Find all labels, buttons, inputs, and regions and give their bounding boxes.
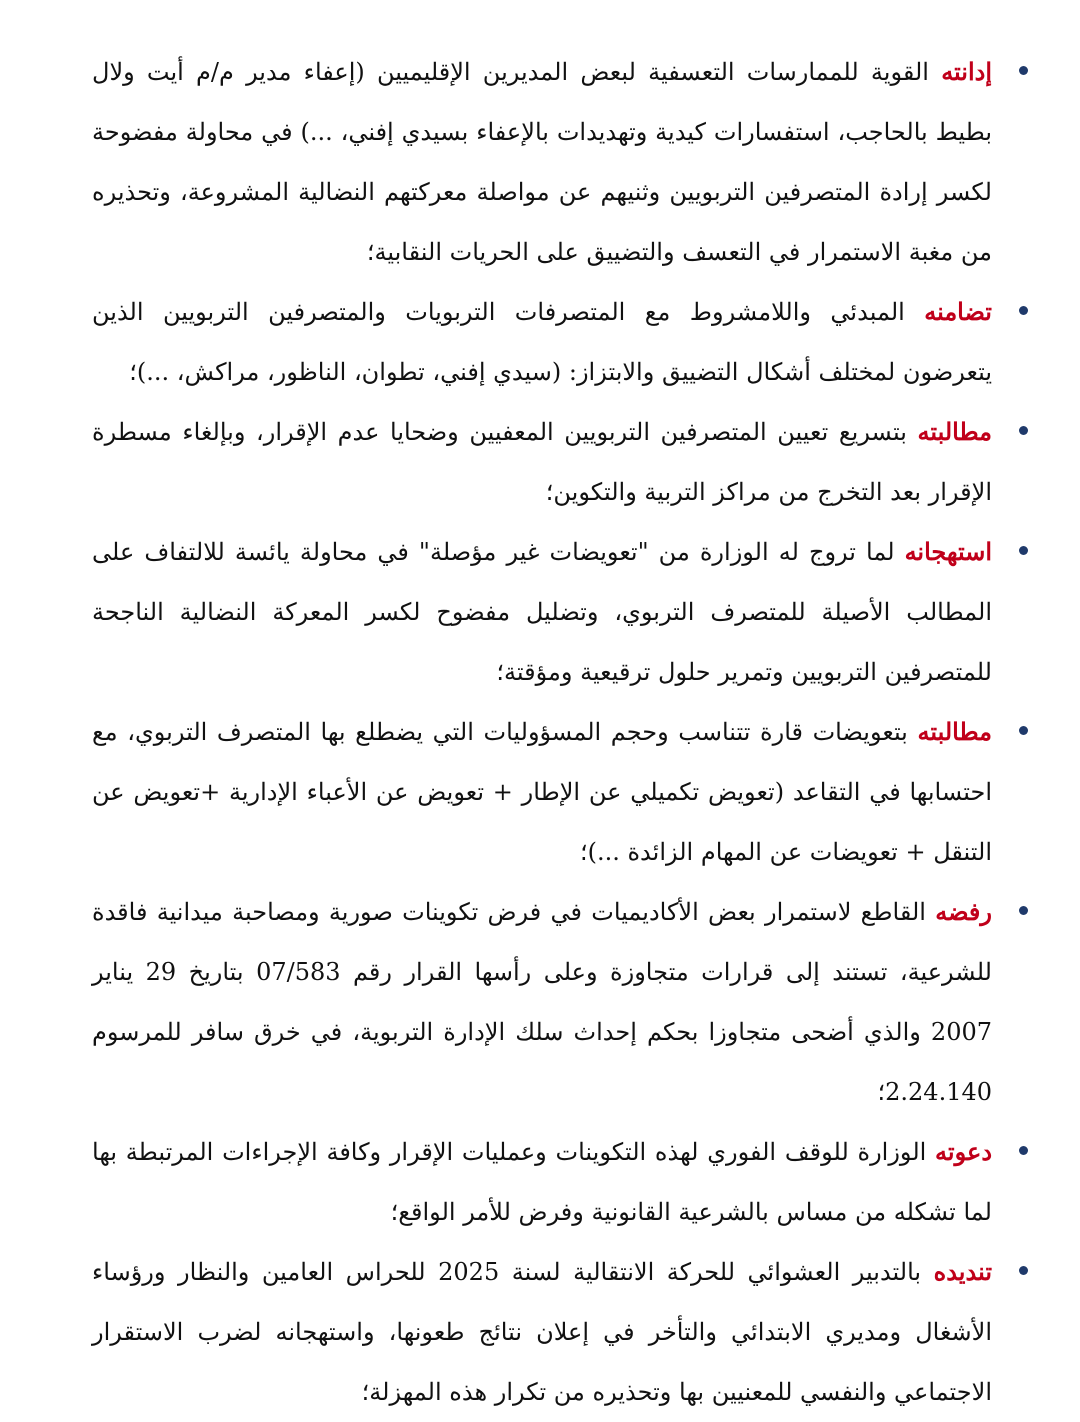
statement-list bbox=[92, 42, 992, 1422]
item-lead-word: استهجانه bbox=[904, 537, 992, 566]
list-item bbox=[92, 702, 992, 882]
item-text: بتعويضات قارة تتناسب وحجم المسؤوليات التي يضطلع بها المتصرف التربوي، مع احتسابها في التقاعد (تعويض تكميلي عن الإطار + تعويض عن الأعباء الإدارية +تعويض عن التنقل + تعويضات عن المهام الزائدة ...)؛ bbox=[92, 718, 992, 866]
bullet-icon bbox=[1019, 546, 1028, 555]
item-text: لما تروج له الوزارة من "تعويضات غير مؤصلة" في محاولة يائسة للالتفاف على المطالب الأصيلة للمتصرف التربوي، وتضليل مفضوح لكسر المعركة النضالية الناجحة للمتصرفين التربويين وتمرير حلول ترقيعية ومؤقتة؛ bbox=[92, 538, 992, 686]
item-text: الوزارة للوقف الفوري لهذه التكوينات وعمليات الإقرار وكافة الإجراءات المرتبطة بها لما تشكله من مساس بالشرعية القانونية وفرض للأمر الواقع؛ bbox=[92, 1138, 992, 1226]
document-page bbox=[92, 42, 992, 1422]
item-text: بالتدبير العشوائي للحركة الانتقالية لسنة 2025 للحراس العامين والنظار ورؤساء الأشغال ومديري الابتدائي والتأخر في إعلان نتائج طعونها، واستهجانه لضرب الاستقرار الاجتماعي والنفسي للمعنيين بها وتحذيره من تكرار هذه المهزلة؛ bbox=[92, 1258, 992, 1406]
item-text: القاطع لاستمرار بعض الأكاديميات في فرض تكوينات صورية ومصاحبة ميدانية فاقدة للشرعية، تستند إلى قرارات متجاوزة وعلى رأسها القرار رقم 07/583 بتاريخ 29 يناير 2007 والذي أضحى متجاوزا بحكم إحداث سلك الإدارة التربوية، في خرق سافر للمرسوم 2.24.140؛ bbox=[92, 898, 992, 1106]
item-text: القوية للممارسات التعسفية لبعض المديرين الإقليميين (إعفاء مدير م/م أيت ولال بطيط بالحاجب، استفسارات كيدية وتهديدات بالإعفاء بسيدي إفني، ...) في محاولة مفضوحة لكسر إرادة المتصرفين التربويين وثنيهم عن مواصلة معركتهم النضالية المشروعة، وتحذيره من مغبة الاستمرار في التعسف والتضييق على الحريات النقابية؛ bbox=[92, 58, 992, 266]
list-item bbox=[92, 42, 992, 282]
bullet-icon bbox=[1019, 1146, 1028, 1155]
bullet-icon bbox=[1019, 1266, 1028, 1275]
list-item bbox=[92, 402, 992, 522]
item-lead-word: تنديده bbox=[933, 1257, 992, 1286]
bullet-icon bbox=[1019, 306, 1028, 315]
bullet-icon bbox=[1019, 906, 1028, 915]
list-item bbox=[92, 1122, 992, 1242]
bullet-icon bbox=[1019, 426, 1028, 435]
bullet-icon bbox=[1019, 726, 1028, 735]
item-lead-word: دعوته bbox=[935, 1137, 992, 1166]
item-text: المبدئي واللامشروط مع المتصرفات التربويات والمتصرفين التربويين الذين يتعرضون لمختلف أشكال التضييق والابتزاز: (سيدي إفني، تطوان، الناظور، مراكش، ...)؛ bbox=[92, 298, 992, 386]
list-item bbox=[92, 882, 992, 1122]
list-item bbox=[92, 1242, 992, 1422]
item-lead-word: مطالبته bbox=[917, 717, 992, 746]
list-item bbox=[92, 522, 992, 702]
item-text: بتسريع تعيين المتصرفين التربويين المعفيين وضحايا عدم الإقرار، وبإلغاء مسطرة الإقرار بعد التخرج من مراكز التربية والتكوين؛ bbox=[92, 418, 992, 506]
bullet-icon bbox=[1019, 66, 1028, 75]
item-lead-word: رفضه bbox=[935, 897, 992, 926]
item-lead-word: مطالبته bbox=[917, 417, 992, 446]
item-lead-word: إدانته bbox=[941, 57, 992, 86]
item-lead-word: تضامنه bbox=[924, 297, 992, 326]
list-item bbox=[92, 282, 992, 402]
